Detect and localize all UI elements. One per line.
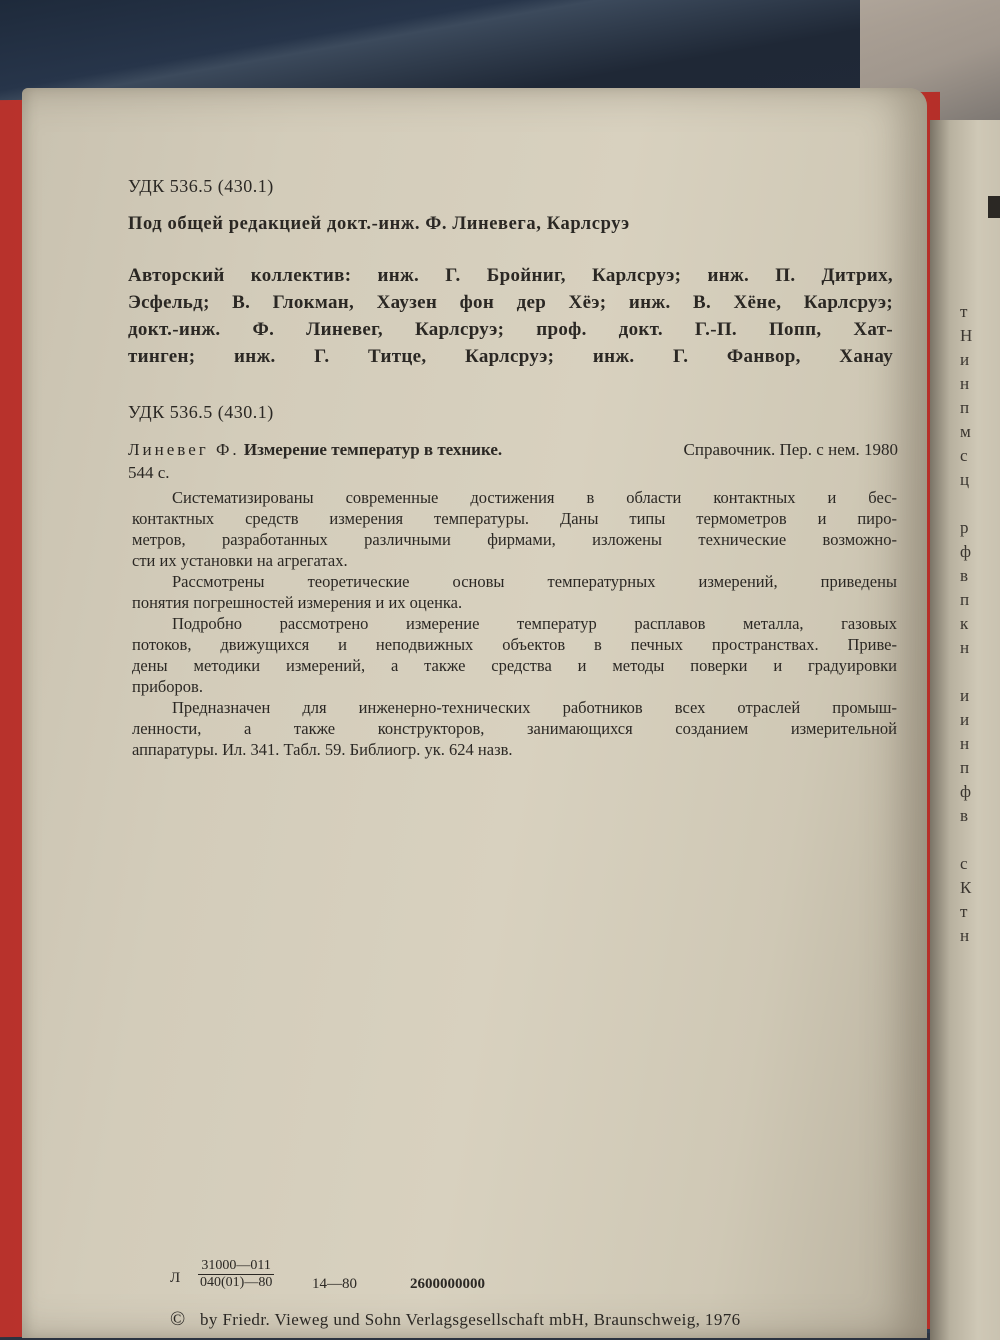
abstract-line: Рассмотрены теоретические основы температурных измерений, приведены	[172, 572, 897, 591]
right-page-letter: н	[960, 374, 970, 393]
abstract-line: приборов.	[132, 677, 203, 696]
right-page-letter: ф	[960, 542, 972, 561]
imprint-numerator: 31000—011	[198, 1258, 274, 1275]
abstract-line: аппаратуры. Ил. 341. Табл. 59. Библиогр. ук. 624 назв.	[132, 740, 513, 759]
imprint-number: 2600000000	[410, 1276, 485, 1292]
bibliographic-entry	[128, 438, 898, 484]
right-page-letter: в	[960, 566, 969, 585]
imprint-denominator: 040(01)—80	[200, 1275, 273, 1290]
abstract-line: Предназначен для инженерно-технических работников всех отраслей промыш-	[172, 698, 897, 717]
right-page-letter: н	[960, 926, 970, 945]
udk-code-bottom: УДК 536.5 (430.1)	[128, 402, 274, 422]
right-page-letter: м	[960, 422, 971, 441]
right-page-letter: р	[960, 518, 969, 537]
right-page-letter: т	[960, 902, 968, 921]
authors-line: Эсфельд; В. Глокман, Хаузен фон дер Хёэ; инж. В. Хёне, Карлсруэ;	[128, 292, 893, 313]
right-page-letter: н	[960, 734, 970, 753]
authors-block	[128, 262, 893, 370]
right-page-letter	[960, 492, 1000, 516]
abstract	[132, 487, 897, 760]
copyright-icon: ©	[170, 1308, 186, 1330]
right-page-letter: п	[960, 758, 970, 777]
right-page-heading-fragment	[988, 196, 1000, 218]
authors-line: тинген; инж. Г. Титце, Карлсруэ; инж. Г. Фанвор, Ханау	[128, 346, 893, 367]
abstract-line: Подробно рассмотрено измерение температур расплавов металла, газовых	[172, 614, 897, 633]
biblio-details: Справочник. Пер. с нем. 1980	[683, 440, 898, 459]
right-page-letter: и	[960, 686, 970, 705]
right-page-letter: и	[960, 350, 970, 369]
abstract-line: Систематизированы современные достижения в области контактных и бес-	[172, 488, 897, 507]
abstract-line: дены методики измерений, а также средства и методы поверки и градуировки	[132, 656, 897, 675]
right-page-letter: н	[960, 638, 970, 657]
abstract-line: потоков, движущихся и неподвижных объектов в печных пространствах. Приве-	[132, 635, 897, 654]
copyright-text: by Friedr. Vieweg und Sohn Verlagsgesellschaft mbH, Braunschweig, 1976	[200, 1310, 741, 1329]
abstract-line: метров, разработанных различными фирмами, изложены технические возможно-	[132, 530, 897, 549]
right-page-letter: к	[960, 614, 969, 633]
abstract-line: понятия погрешностей измерения и их оценка.	[132, 593, 463, 612]
abstract-line: ленности, а также конструкторов, занимающихся созданием измерительной	[132, 719, 897, 738]
udk-code-top: УДК 536.5 (430.1)	[128, 176, 274, 196]
imprint-letter: Л	[170, 1270, 181, 1286]
right-page-letter	[960, 660, 1000, 684]
right-page-letter	[960, 828, 1000, 852]
right-page-letter: ф	[960, 782, 972, 801]
authors-line: Авторский коллектив: инж. Г. Бройниг, Карлсруэ; инж. П. Дитрих,	[128, 265, 893, 286]
authors-line: докт.-инж. Ф. Линевег, Карлсруэ; проф. докт. Г.-П. Попп, Хат-	[128, 319, 893, 340]
right-page-letter: с	[960, 446, 968, 465]
imprint-code: 14—80	[312, 1276, 357, 1292]
right-page-text-fragment	[960, 300, 1000, 948]
right-page-letter: п	[960, 590, 970, 609]
imprint-fraction	[198, 1258, 274, 1291]
right-page-letter: К	[960, 878, 972, 897]
right-page-letter: п	[960, 398, 970, 417]
biblio-pages: 544 с.	[128, 463, 170, 482]
right-page-letter: в	[960, 806, 969, 825]
right-page-letter: ц	[960, 470, 970, 489]
editor-line: Под общей редакцией докт.-инж. Ф. Линевега, Карлсруэ	[128, 214, 630, 234]
right-page-letter: и	[960, 710, 970, 729]
right-page-letter: т	[960, 302, 968, 321]
right-page-letter: Н	[960, 326, 973, 345]
right-page-letter: с	[960, 854, 968, 873]
abstract-line: контактных средств измерения температуры. Даны типы термометров и пиро-	[132, 509, 897, 528]
abstract-line: сти их установки на агрегатах.	[132, 551, 348, 570]
biblio-title: Измерение температур в технике.	[243, 440, 503, 459]
biblio-author: Линевег Ф.	[128, 440, 240, 459]
